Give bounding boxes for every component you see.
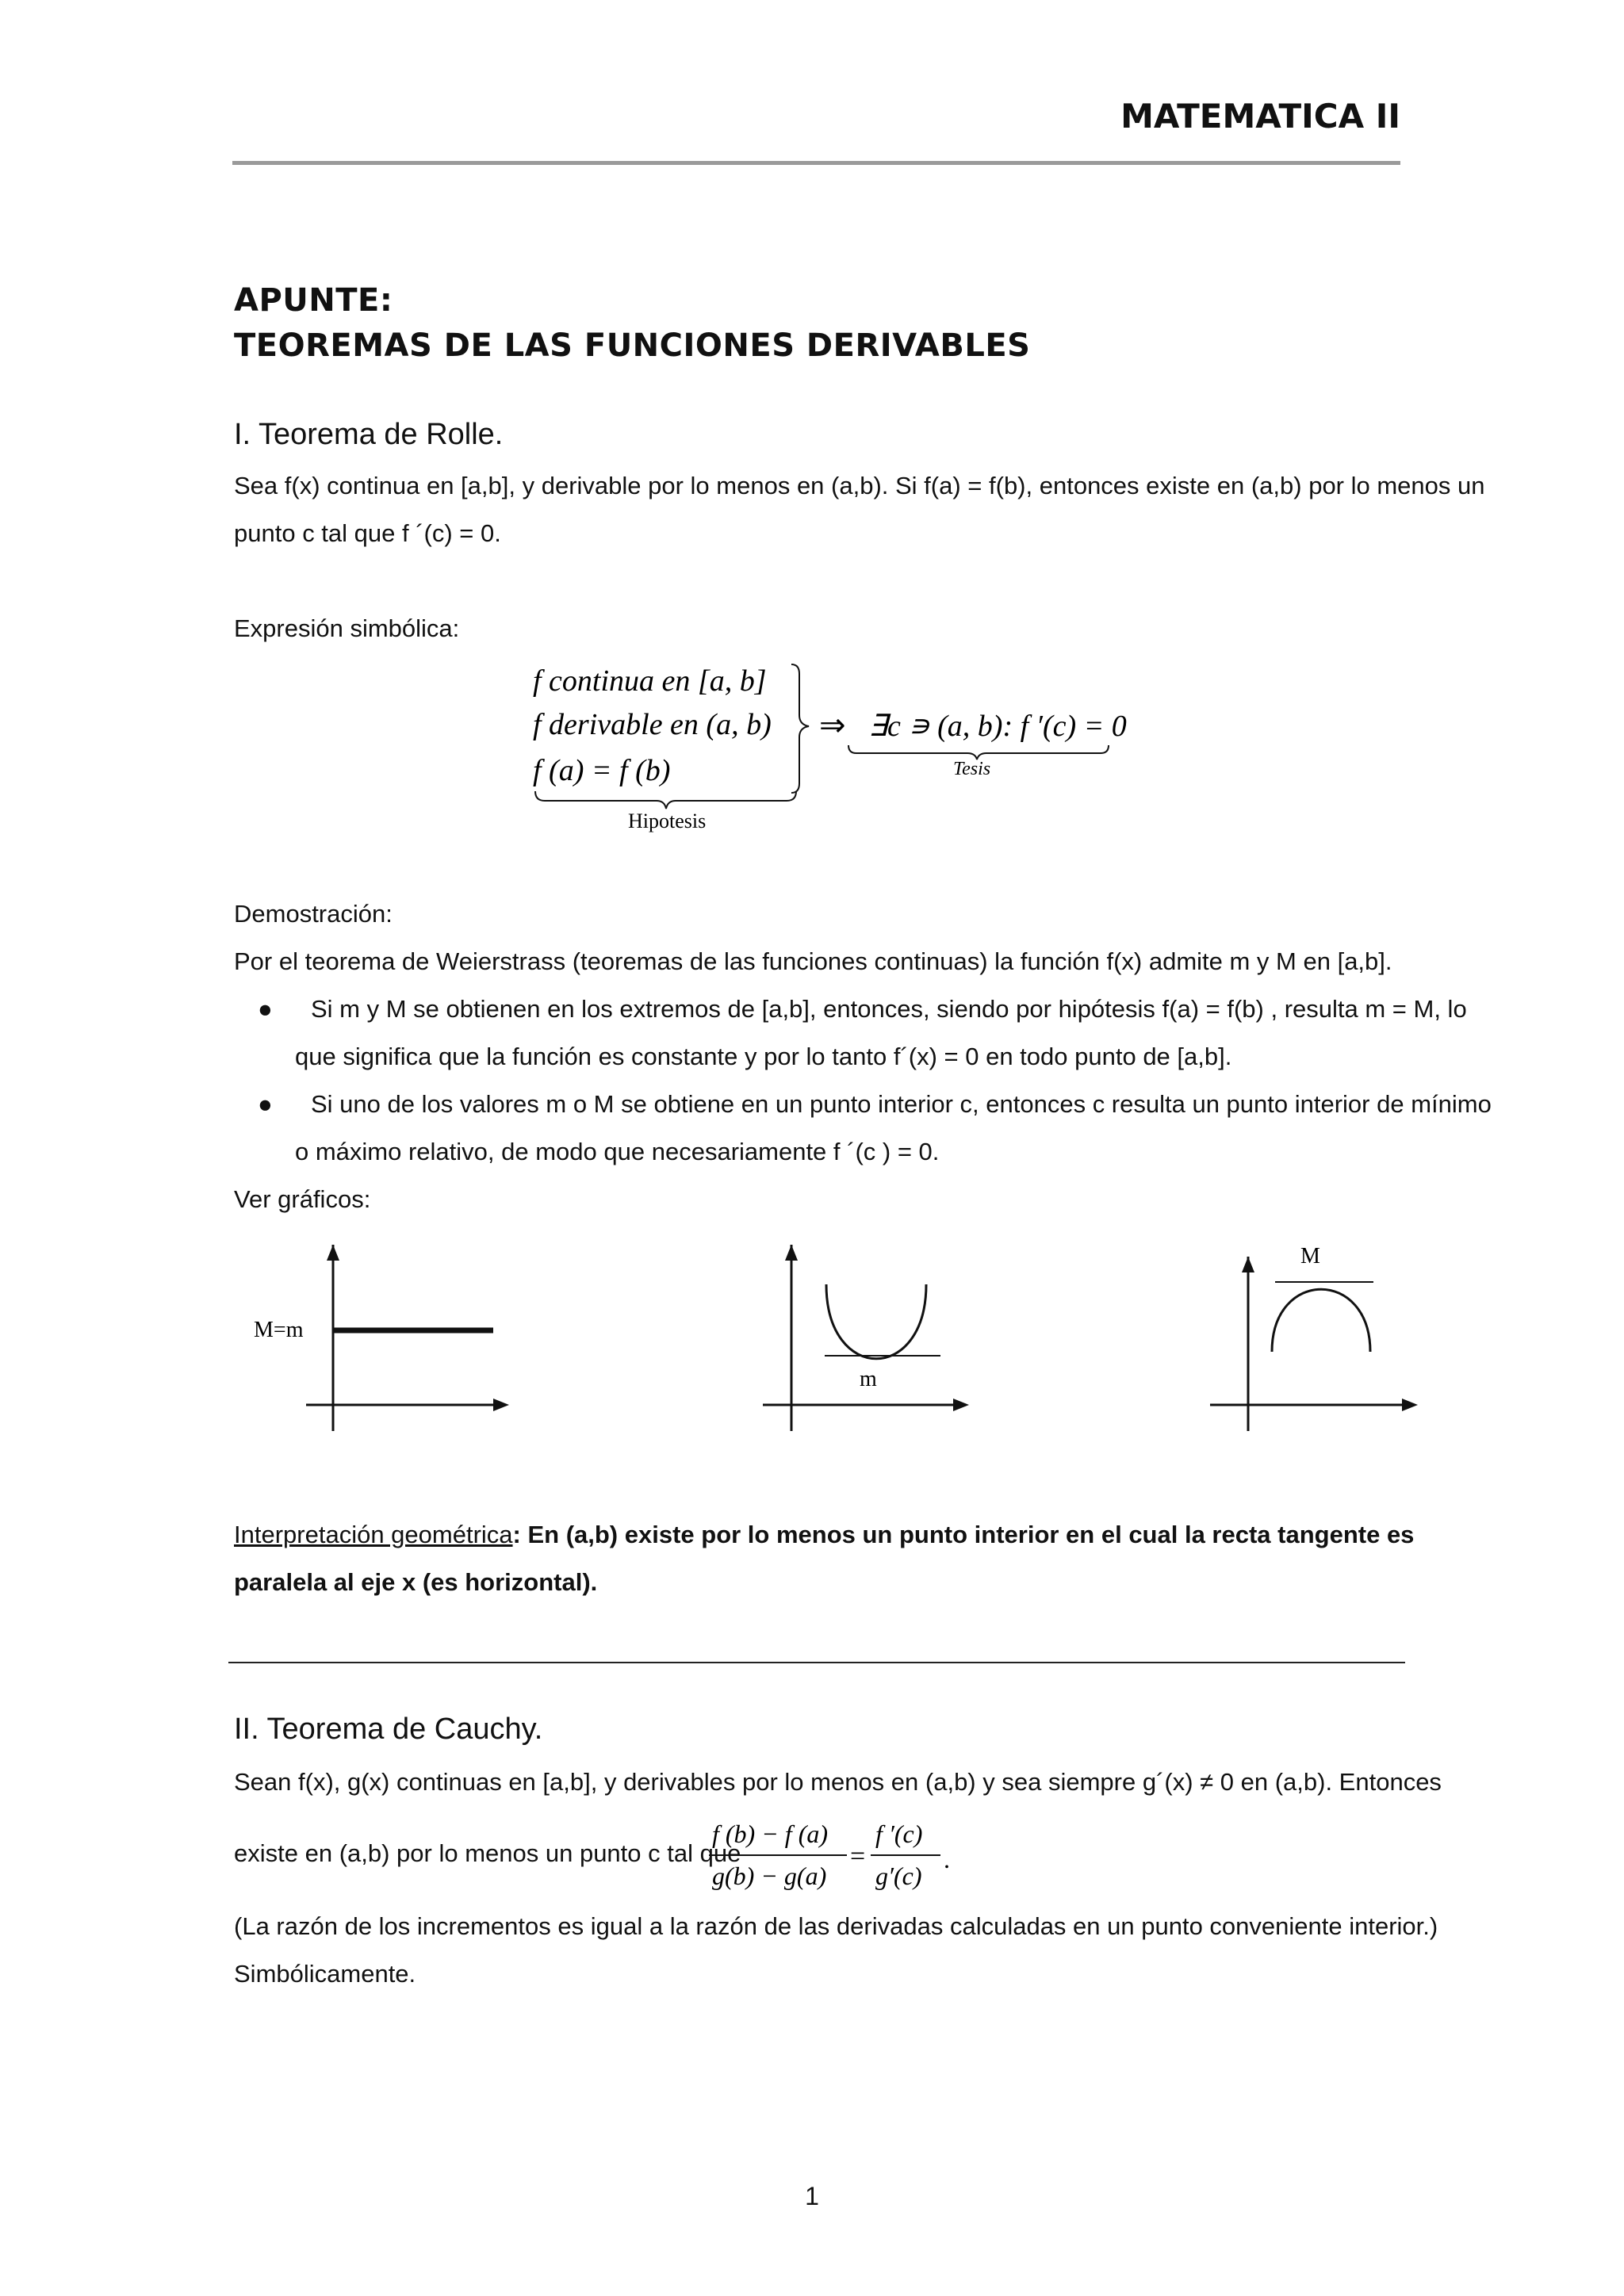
fraction-period: . (944, 1845, 950, 1873)
rolle-formula (508, 650, 1142, 840)
bullet1-line1: Si m y M se obtienen en los extremos de [a,b], entonces, siendo por hipótesis f(a) = f(b) , resulta m = M, lo (311, 995, 1467, 1023)
y-axis-arrow-icon (785, 1245, 798, 1261)
bullet-icon: ● (258, 1090, 273, 1118)
bullet2-line2: o máximo relativo, de modo que necesariamente f ´(c ) = 0. (295, 1138, 940, 1165)
doc-title-line2: TEOREMAS DE LAS FUNCIONES DERIVABLES (234, 327, 1031, 364)
implies-symbol: ⇒ (819, 707, 846, 743)
section-divider (228, 1662, 1405, 1663)
parabola-up (826, 1284, 926, 1359)
thesis-underbrace-icon (848, 745, 1109, 760)
x-axis-arrow-icon (1402, 1399, 1418, 1411)
graph-minimum (753, 1245, 991, 1435)
y-axis-arrow-icon (1242, 1257, 1254, 1272)
hypothesis-underbrace-icon (535, 791, 796, 809)
formula-thesis: ∃c ∍ (a, b): f ′(c) = 0 (868, 710, 1127, 743)
rolle-statement-line1: Sea f(x) continua en [a,b], y derivable por lo menos en (a,b). Si f(a) = f(b), entonces existe en (a,b) por lo menos un (234, 472, 1485, 499)
graphs-label: Ver gráficos: (234, 1185, 371, 1213)
fraction-numerator-right: f ′(c) (875, 1820, 923, 1848)
page-number: 1 (805, 2182, 819, 2210)
cauchy-heading: II. Teorema de Cauchy. (234, 1712, 543, 1746)
doc-title-line1: APUNTE: (234, 282, 393, 319)
graph-maximum (1197, 1241, 1435, 1439)
formula-hypothesis-1: f continua en [a, b] (533, 664, 767, 698)
bullet1-line2: que significa que la función es constante y por lo tanto f´(x) = 0 en todo punto de [a,b]. (295, 1043, 1232, 1070)
y-axis-arrow-icon (327, 1245, 339, 1261)
geometric-interpretation (234, 1521, 1414, 1549)
graph3-label: M (1300, 1244, 1320, 1269)
formula-hypothesis-3: f (a) = f (b) (533, 754, 671, 787)
rolle-heading: I. Teorema de Rolle. (234, 418, 504, 451)
cauchy-note: (La razón de los incrementos es igual a la razón de las derivadas calculadas en un punto conveniente interior.) (234, 1912, 1438, 1940)
cauchy-statement-line1: Sean f(x), g(x) continuas en [a,b], y derivables por lo menos en (a,b) y sea siempre g´(x) ≠ 0 en (a,b). Entonces (234, 1768, 1442, 1796)
fraction-denominator-left: g(b) − g(a) (712, 1862, 827, 1890)
header-title: MATEMATICA II (1120, 97, 1400, 136)
rolle-statement-line2: punto c tal que f ´(c) = 0. (234, 519, 501, 547)
cauchy-symbolic: Simbólicamente. (234, 1960, 416, 1988)
x-axis-arrow-icon (493, 1399, 509, 1411)
parabola-down (1272, 1289, 1370, 1352)
cauchy-formula (706, 1814, 975, 1903)
bullet-icon: ● (258, 995, 273, 1023)
geometric-text-line2: paralela al eje x (es horizontal). (234, 1568, 598, 1596)
geometric-label: Interpretación geométrica (234, 1521, 513, 1548)
fraction-numerator-left: f (b) − f (a) (712, 1820, 828, 1848)
proof-intro: Por el teorema de Weierstrass (teoremas de las funciones continuas) la función f(x) admite m y M en [a,b]. (234, 947, 1392, 975)
symbolic-label: Expresión simbólica: (234, 614, 460, 642)
hypothesis-brace-icon (791, 664, 809, 793)
geometric-text-line1: : En (a,b) existe por lo menos un punto interior en el cual la recta tangente es (512, 1521, 1415, 1548)
graph2-label: m (860, 1367, 877, 1391)
cauchy-statement-line2: existe en (a,b) por lo menos un punto c tal que (234, 1839, 741, 1867)
proof-label: Demostración: (234, 900, 393, 928)
bullet2-line1: Si uno de los valores m o M se obtiene en un punto interior c, entonces c resulta un punto interior de mínimo (311, 1090, 1492, 1118)
header-divider (232, 161, 1400, 165)
formula-hypothesis-2: f derivable en (a, b) (533, 708, 772, 741)
graph1-label: M=m (254, 1318, 304, 1342)
fraction-equals: = (850, 1842, 866, 1871)
hypothesis-label: Hipotesis (628, 809, 707, 832)
thesis-label: Tesis (953, 759, 991, 779)
graph-constant (238, 1245, 523, 1435)
fraction-denominator-right: g′(c) (875, 1862, 922, 1890)
x-axis-arrow-icon (953, 1399, 969, 1411)
